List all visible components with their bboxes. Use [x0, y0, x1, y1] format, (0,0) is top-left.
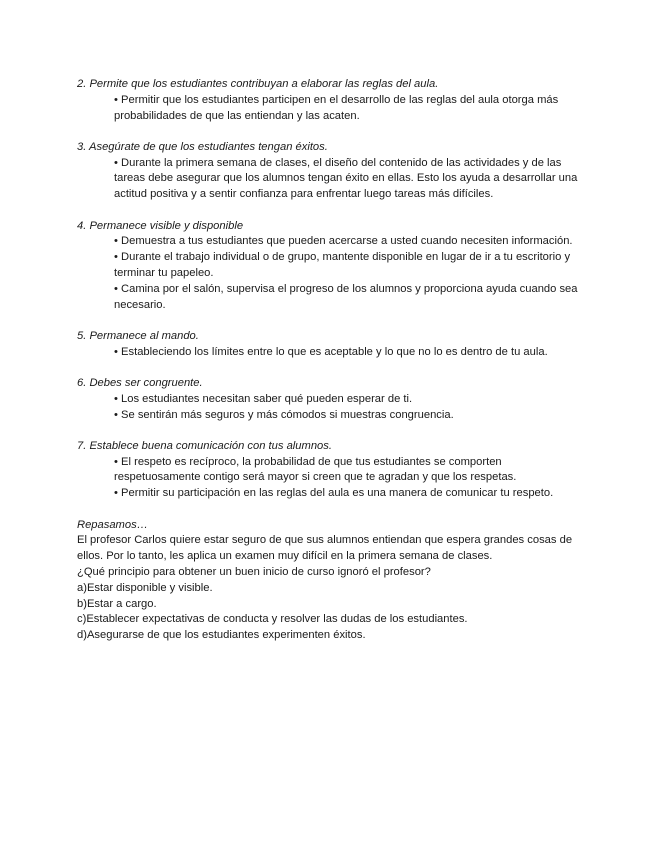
- section-7: [77, 439, 582, 502]
- answer-option-c: c)Establecer expectativas de conducta y resolver las dudas de los estudiantes.: [77, 613, 468, 626]
- section-2: [77, 77, 582, 124]
- bullet-item: • Durante la primera semana de clases, el diseño del contenido de las actividades y de las tareas debe asegurar que los alumnos tengan éxito en ellas. Esto los ayuda a desarrollar una actitud positiva y a sentir confianza para enfrentar luego tareas más difíciles.: [114, 156, 582, 203]
- bullet-list: [77, 156, 582, 203]
- bullet-item: • Se sentirán más seguros y más cómodos si muestras congruencia.: [114, 408, 582, 424]
- bullet-list: [77, 345, 582, 361]
- bullet-list: [77, 392, 582, 424]
- review-body: El profesor Carlos quiere estar seguro de que sus alumnos entiendan que espera grandes cosas de ellos. Por lo tanto, les aplica un examen muy difícil en la primera semana de clases.: [77, 534, 573, 563]
- section-heading: 3. Asegúrate de que los estudiantes tengan éxitos.: [77, 140, 328, 153]
- answer-option-a: a)Estar disponible y visible.: [77, 581, 213, 594]
- section-heading: 6. Debes ser congruente.: [77, 376, 203, 389]
- bullet-list: [77, 234, 582, 313]
- section-3: [77, 140, 582, 203]
- bullet-item: • Estableciendo los límites entre lo que es aceptable y lo que no lo es dentro de tu aula.: [114, 345, 582, 361]
- answer-option-d: d)Asegurarse de que los estudiantes experimenten éxitos.: [77, 629, 366, 642]
- bullet-item: • Camina por el salón, supervisa el progreso de los alumnos y proporciona ayuda cuando sea necesario.: [114, 282, 582, 314]
- section-5: [77, 329, 582, 361]
- review-question: ¿Qué principio para obtener un buen inicio de curso ignoró el profesor?: [77, 565, 431, 578]
- bullet-item: • Los estudiantes necesitan saber qué pueden esperar de ti.: [114, 392, 582, 408]
- bullet-item: • El respeto es recíproco, la probabilidad de que tus estudiantes se comporten respetuosamente contigo será mayor si creen que te agradan y que los respetas.: [114, 455, 582, 487]
- bullet-list: [77, 455, 582, 502]
- answer-options: [77, 581, 582, 644]
- review-section: [77, 518, 582, 644]
- bullet-item: • Permitir que los estudiantes participen en el desarrollo de las reglas del aula otorga más probabilidades de que las entiendan y las acaten.: [114, 93, 582, 125]
- bullet-item: • Durante el trabajo individual o de grupo, mantente disponible en lugar de ir a tu escritorio y terminar tu papeleo.: [114, 250, 582, 282]
- section-heading: 2. Permite que los estudiantes contribuyan a elaborar las reglas del aula.: [77, 78, 439, 90]
- section-4: [77, 219, 582, 314]
- bullet-item: • Demuestra a tus estudiantes que pueden acercarse a usted cuando necesiten información.: [114, 234, 582, 250]
- section-heading: 4. Permanece visible y disponible: [77, 219, 244, 232]
- bullet-list: [77, 93, 582, 125]
- review-title: Repasamos…: [77, 518, 148, 531]
- answer-option-b: b)Estar a cargo.: [77, 597, 157, 610]
- section-6: [77, 376, 582, 423]
- section-heading: 5. Permanece al mando.: [77, 329, 199, 342]
- bullet-item: • Permitir su participación en las reglas del aula es una manera de comunicar tu respeto.: [114, 486, 582, 502]
- document-content: [77, 77, 582, 644]
- section-heading: 7. Establece buena comunicación con tus alumnos.: [77, 439, 332, 452]
